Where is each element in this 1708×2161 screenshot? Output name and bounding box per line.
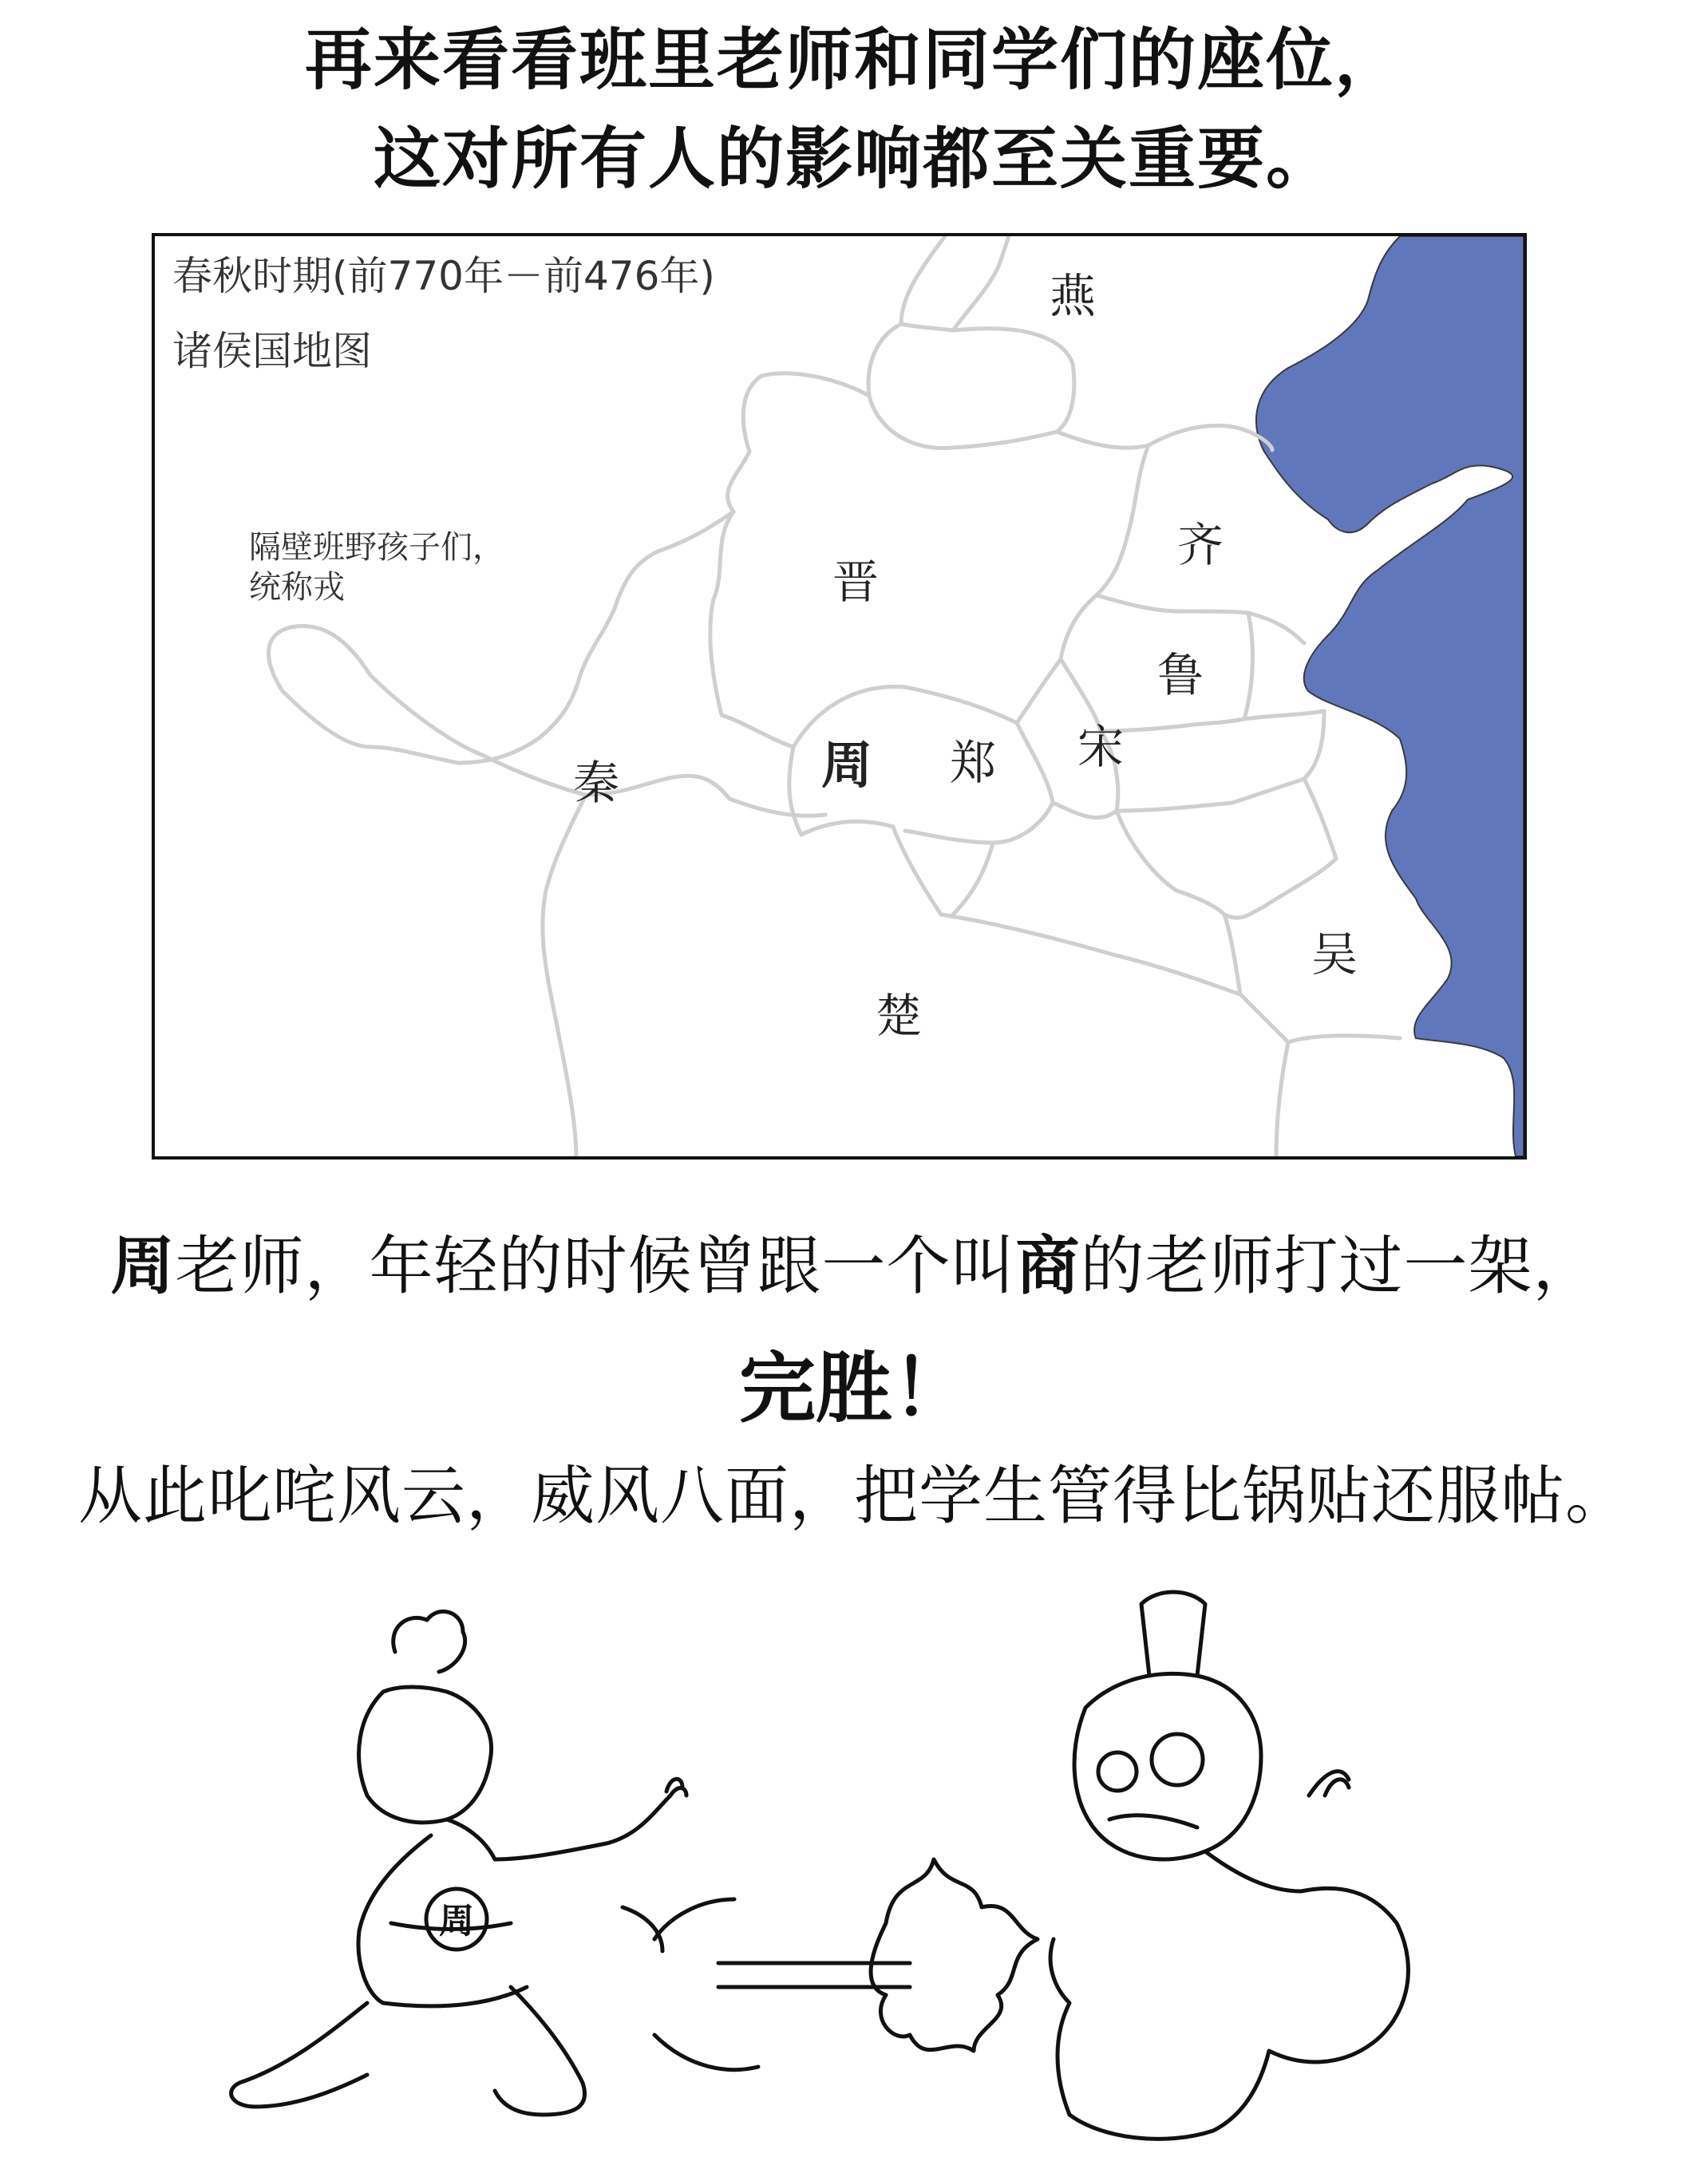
story-line-1	[0, 1215, 1708, 1306]
story-zhou: 周	[110, 1229, 176, 1303]
story-line-2: 完胜！	[739, 1344, 969, 1433]
state-label-zheng: 郑	[949, 736, 997, 790]
old-teacher-figure	[1050, 1592, 1408, 2139]
sea-area	[1256, 236, 1524, 1156]
heading-line-1: 再来看看班里老师和同学们的座位，	[304, 20, 1403, 99]
state-label-song: 宋	[1077, 720, 1125, 774]
young-fighter-figure	[231, 1611, 686, 2115]
state-label-qin: 秦	[572, 756, 620, 810]
map-title: 春秋时期(前770年－前476年)	[172, 253, 715, 299]
state-label-chu: 楚	[875, 989, 923, 1043]
state-label-yan: 燕	[1049, 269, 1097, 323]
state-label-wu: 吴	[1311, 927, 1358, 982]
state-label-lu: 鲁	[1156, 648, 1204, 702]
fight-illustration	[208, 1556, 1469, 2147]
state-label-qi: 齐	[1176, 518, 1224, 572]
map-note	[249, 527, 504, 607]
story-shang: 商	[1015, 1229, 1081, 1303]
story-line-3: 从此叱咤风云，威风八面，把学生管得比锅贴还服帖。	[78, 1459, 1630, 1533]
state-label-jin: 晋	[832, 555, 880, 609]
state-label-zhou: 周	[821, 737, 872, 796]
heading-line-2: 这对所有人的影响都至关重要。	[373, 119, 1334, 198]
map-note-line-1: 隔壁班野孩子们，	[249, 529, 504, 566]
spring-autumn-map	[152, 233, 1527, 1160]
story-text-1: 老师，年轻的时候曾跟一个叫	[175, 1229, 1016, 1303]
map-note-line-2: 统称戎	[249, 569, 345, 606]
map-subtitle: 诸侯国地图	[172, 328, 372, 374]
energy-blast	[654, 1859, 1038, 2070]
story-text-2: 的老师打过一架，	[1080, 1229, 1598, 1303]
badge-text: 周	[439, 1901, 474, 1942]
